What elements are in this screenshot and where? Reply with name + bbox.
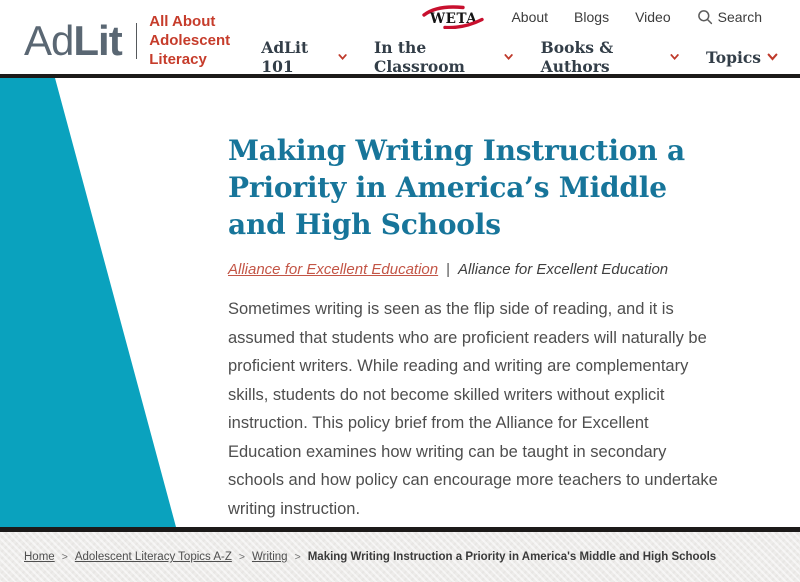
nav-item-label: Topics: [706, 47, 762, 67]
site-header: [0, 0, 800, 74]
article-hero: [0, 78, 800, 527]
nav-item-in-the-classroom[interactable]: [374, 38, 514, 76]
breadcrumb-separator: >: [294, 551, 301, 563]
article-summary: Sometimes writing is seen as the flip side of reading, and it is assumed that students who are proficient readers will naturally be proficient writers. While reading and writing are complementary skills, students do not become skilled writers without explicit instruction. This policy brief from the Alliance for Excellent Education examines how writing can be taught in secondary schools and how policy can encourage more teachers to undertake writing instruction.: [228, 300, 718, 518]
byline-separator: |: [446, 261, 451, 278]
article-byline: [228, 261, 728, 278]
breadcrumb-bar: [0, 532, 800, 582]
weta-logo[interactable]: [421, 5, 485, 29]
nav-item-label: Books & Authors: [540, 38, 614, 76]
nav-item-label: In the Classroom: [373, 38, 465, 76]
article-content: [228, 132, 728, 523]
chevron-down-icon: [670, 53, 679, 61]
tagline-line-1: All About: [149, 13, 216, 30]
breadcrumb-link-topics-az[interactable]: Adolescent Literacy Topics A-Z: [74, 551, 232, 563]
breadcrumb-separator: >: [238, 551, 245, 563]
logo-divider: [136, 23, 138, 59]
chevron-down-icon: [767, 53, 778, 61]
main-nav: [261, 38, 778, 76]
breadcrumb-link-home[interactable]: Home: [24, 551, 55, 563]
search-button[interactable]: [697, 9, 762, 25]
utility-link-blogs[interactable]: Blogs: [574, 9, 610, 25]
byline-source: Alliance for Excellent Education: [458, 261, 669, 278]
header-right: [261, 0, 778, 76]
nav-item-topics[interactable]: [706, 48, 778, 67]
nav-item-books-authors[interactable]: [541, 38, 679, 76]
nav-item-label: AdLit 101: [261, 38, 309, 76]
logo-text-ad: Ad: [24, 16, 74, 64]
adlit-logo[interactable]: [24, 12, 261, 69]
logo-tagline: [149, 12, 261, 69]
breadcrumb-separator: >: [61, 551, 68, 563]
chevron-down-icon: [504, 53, 513, 61]
utility-link-video[interactable]: Video: [635, 9, 671, 25]
logo-text-lit: Lit: [73, 16, 122, 64]
teal-wedge-decoration: [0, 78, 200, 527]
utility-link-about[interactable]: About: [511, 9, 549, 25]
byline-author-link[interactable]: Alliance for Excellent Education: [228, 261, 439, 278]
weta-logo-text: WETA: [430, 11, 478, 27]
tagline-line-2: Adolescent Literacy: [149, 32, 231, 68]
breadcrumb-current-page: Making Writing Instruction a Priority in America's Middle and High Schools: [307, 551, 717, 563]
chevron-down-icon: [338, 53, 347, 61]
utility-nav: [421, 5, 762, 29]
nav-item-adlit-101[interactable]: [261, 38, 347, 76]
weta-logo-graphic: [421, 5, 485, 29]
search-label: Search: [717, 9, 762, 25]
search-icon: [697, 9, 713, 25]
breadcrumb-link-writing[interactable]: Writing: [252, 551, 288, 563]
breadcrumb: [24, 551, 716, 563]
page-title: Making Writing Instruction a Priority in America’s Middle and High Schools: [228, 134, 685, 241]
